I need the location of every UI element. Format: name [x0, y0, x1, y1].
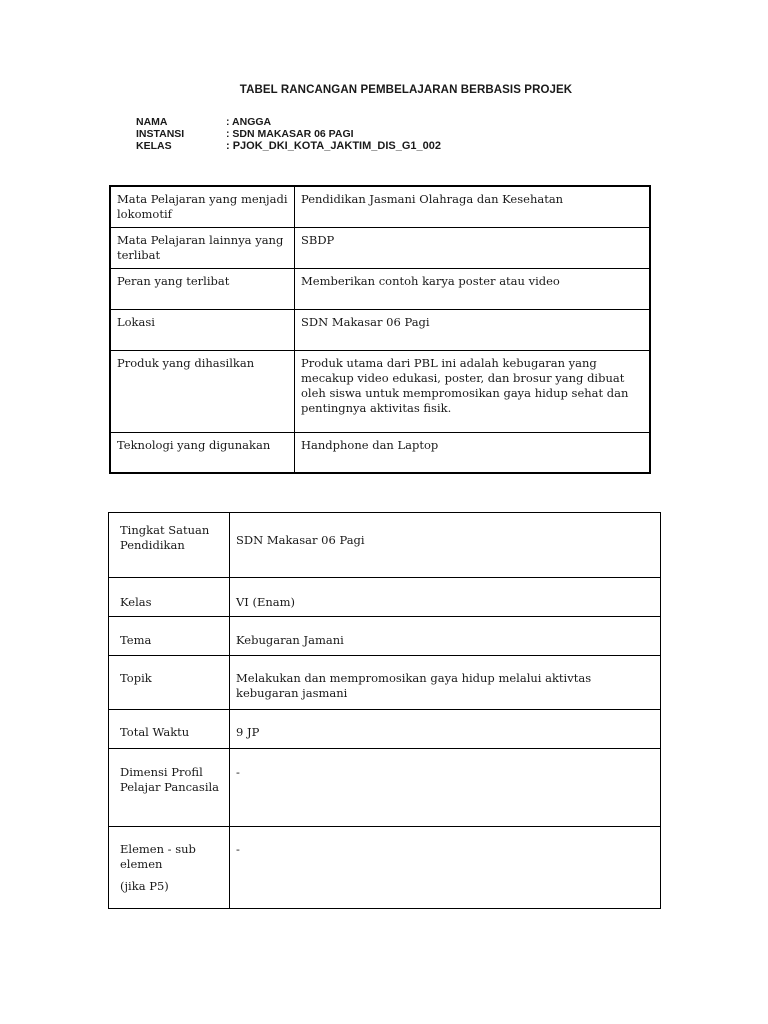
- project-overview-table: [109, 185, 651, 474]
- row-value: -: [230, 749, 661, 827]
- learning-details-table: [108, 512, 661, 909]
- document-title: TABEL RANCANGAN PEMBELAJARAN BERBASIS PROJEK: [239, 84, 573, 96]
- table-row: [109, 513, 661, 578]
- row-label: Produk yang dihasilkan: [110, 351, 295, 433]
- kelas-value: : PJOK_DKI_KOTA_JAKTIM_DIS_G1_002: [226, 140, 441, 152]
- meta-row-kelas: [136, 140, 441, 152]
- row-value: Produk utama dari PBL ini adalah kebugaran yang mecakup video edukasi, poster, dan brosur yang dibuat oleh siswa untuk mempromosikan gaya hidup sehat dan pentingnya aktivitas fisik.: [295, 351, 651, 433]
- table-row: [110, 351, 650, 433]
- nama-value: : ANGGA: [226, 116, 272, 128]
- row-label-note: (jika P5): [120, 879, 169, 893]
- row-value: Melakukan dan mempromosikan gaya hidup melalui aktivtas kebugaran jasmani: [230, 656, 661, 710]
- row-label: Peran yang terlibat: [110, 269, 295, 310]
- row-value: -: [230, 827, 661, 909]
- table-row: [109, 656, 661, 710]
- row-value: Handphone dan Laptop: [295, 433, 651, 474]
- row-label-cell: [109, 827, 230, 909]
- row-value: SBDP: [295, 228, 651, 269]
- table-row: [110, 310, 650, 351]
- row-value: Memberikan contoh karya poster atau video: [295, 269, 651, 310]
- table-row: [110, 433, 650, 474]
- table-row: [109, 617, 661, 656]
- row-label: Tema: [109, 617, 230, 656]
- row-label: Mata Pelajaran yang menjadi lokomotif: [110, 186, 295, 228]
- row-label: Total Waktu: [109, 710, 230, 749]
- instansi-label: INSTANSI: [136, 128, 185, 140]
- row-value: SDN Makasar 06 Pagi: [295, 310, 651, 351]
- table-row: [109, 578, 661, 617]
- row-label: Lokasi: [110, 310, 295, 351]
- identity-block: [136, 116, 441, 152]
- row-label: Kelas: [109, 578, 230, 617]
- row-value: VI (Enam): [230, 578, 661, 617]
- meta-row-instansi: [136, 128, 441, 140]
- table-row: [110, 186, 650, 228]
- row-value: Kebugaran Jamani: [230, 617, 661, 656]
- row-label: Elemen - sub elemen: [120, 842, 196, 871]
- kelas-label: KELAS: [136, 140, 172, 152]
- meta-row-nama: [136, 116, 441, 128]
- row-label: Mata Pelajaran lainnya yang terlibat: [110, 228, 295, 269]
- table-row: [109, 749, 661, 827]
- table-row: [109, 710, 661, 749]
- row-value: Pendidikan Jasmani Olahraga dan Kesehatan: [295, 186, 651, 228]
- row-label: Tingkat Satuan Pendidikan: [109, 513, 230, 578]
- instansi-value: : SDN MAKASAR 06 PAGI: [226, 128, 354, 140]
- row-label: Dimensi Profil Pelajar Pancasila: [109, 749, 230, 827]
- table-row: [110, 228, 650, 269]
- row-value: 9 JP: [230, 710, 661, 749]
- row-value: SDN Makasar 06 Pagi: [230, 513, 661, 578]
- table-row: [109, 827, 661, 909]
- table-row: [110, 269, 650, 310]
- row-label: Topik: [109, 656, 230, 710]
- row-label: Teknologi yang digunakan: [110, 433, 295, 474]
- label-spacer: [120, 872, 225, 879]
- nama-label: NAMA: [136, 116, 168, 128]
